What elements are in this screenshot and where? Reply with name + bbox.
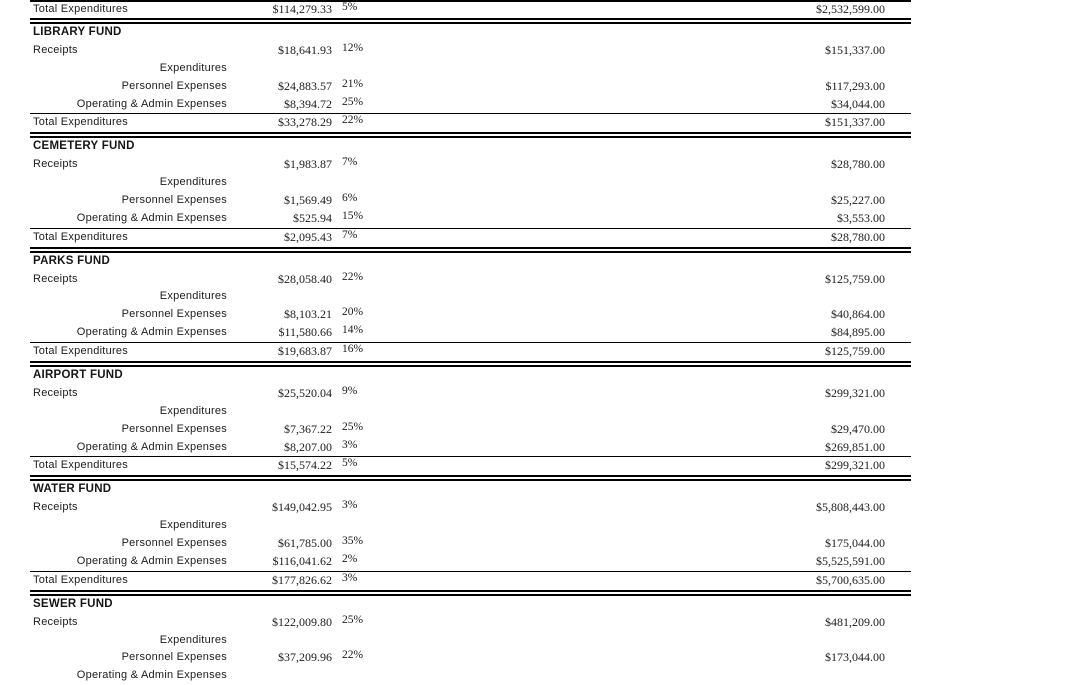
percent-cell: 2% [342,552,358,565]
percent-cell: 3% [342,438,358,451]
budget-cell: $28,780.00 [831,229,885,244]
percent-cell: 25% [342,420,364,433]
amount-cell: $116,041.62 [272,553,332,568]
fund-sections [30,24,911,685]
row-label: Total Expenditures [33,345,128,358]
amount-cell: $177,826.62 [272,572,332,587]
fund-name: WATER FUND [33,483,112,496]
fund-name: AIRPORT FUND [33,369,123,382]
budget-cell: $151,337.00 [825,42,885,57]
budget-cell: $269,851.00 [825,439,885,454]
percent-cell: 35% [342,535,364,548]
receipts-row [30,614,911,632]
row-label: Expenditures [159,404,227,417]
amount-cell: $15,574.22 [278,458,332,473]
budget-cell: $125,759.00 [825,271,885,286]
budget-cell: $29,470.00 [831,421,885,436]
operating-row [30,439,911,457]
fund-section [30,481,911,595]
personnel-row [30,535,911,553]
budget-cell: $5,525,591.00 [816,553,885,568]
fund-name: CEMETERY FUND [33,140,135,153]
row-label: Operating & Admin Expenses [76,211,227,224]
fund-section [30,596,911,685]
row-label: Personnel Expenses [121,79,227,92]
fund-name: PARKS FUND [33,254,111,267]
operating-row [30,553,911,571]
row-label: Receipts [33,43,78,56]
budget-cell: $175,044.00 [825,536,885,551]
fund-section [30,138,911,252]
budget-cell: $2,532,599.00 [816,2,885,16]
budget-cell: $117,293.00 [825,78,885,93]
operating-row [30,324,911,342]
row-label: Receipts [33,501,78,514]
percent-cell: 22% [342,270,364,283]
amount-cell: $525.94 [293,210,332,225]
personnel-row [30,306,911,324]
total-row [30,571,911,596]
budget-cell: $299,321.00 [825,458,885,473]
budget-cell: $5,700,635.00 [816,572,885,587]
amount-cell: $19,683.87 [278,344,332,359]
row-label: Expenditures [159,176,227,189]
budget-cell: $34,044.00 [831,96,885,111]
amount-cell: $2,095.43 [284,229,332,244]
percent-cell: 12% [342,41,364,54]
amount-cell: $25,520.04 [278,385,332,400]
budget-cell: $481,209.00 [825,614,885,629]
row-label: Expenditures [159,519,227,532]
budget-cell: $125,759.00 [825,344,885,359]
amount-cell: $37,209.96 [278,650,332,665]
personnel-row [30,192,911,210]
row-label: Personnel Expenses [121,422,227,435]
percent-cell: 22% [342,649,364,662]
personnel-row [30,78,911,96]
expenditures-row [30,517,911,535]
total-row [30,342,911,367]
budget-cell: $5,808,443.00 [816,500,885,515]
budget-cell: $173,044.00 [825,650,885,665]
percent-cell: 16% [342,343,364,356]
row-label: Personnel Expenses [121,651,227,664]
top-partial-total-row [30,0,911,24]
amount-cell: $61,785.00 [278,536,332,551]
percent-cell: 3% [342,571,358,584]
budget-cell: $25,227.00 [831,193,885,208]
row-label: Personnel Expenses [121,308,227,321]
row-label: Receipts [33,272,78,285]
fund-header-row [30,367,911,385]
budget-cell: $84,895.00 [831,325,885,340]
expenditures-row [30,632,911,650]
row-label: Expenditures [159,633,227,646]
personnel-row [30,649,911,667]
percent-cell: 5% [342,1,358,13]
amount-cell: $11,580.66 [278,325,332,340]
amount-cell: $33,278.29 [278,115,332,130]
receipts-row [30,271,911,289]
row-label: Operating & Admin Expenses [76,326,227,339]
row-label: Operating & Admin Expenses [76,554,227,567]
percent-cell: 20% [342,306,364,319]
percent-cell: 22% [342,114,364,127]
percent-cell: 25% [342,613,364,626]
total-row [30,456,911,481]
budget-cell: $299,321.00 [825,385,885,400]
operating-row [30,667,911,685]
percent-cell: 9% [342,384,358,397]
row-label: Personnel Expenses [121,537,227,550]
percent-cell: 14% [342,324,364,337]
budget-cell: $28,780.00 [831,157,885,172]
budget-cell: $151,337.00 [825,115,885,130]
report-table [30,0,911,685]
amount-cell: $28,058.40 [278,271,332,286]
row-label: Expenditures [159,290,227,303]
row-label: Total Expenditures [33,116,128,129]
amount-cell: $7,367.22 [284,421,332,436]
row-label: Receipts [33,158,78,171]
fund-name: SEWER FUND [33,597,113,610]
percent-cell: 3% [342,499,358,512]
percent-cell: 5% [342,457,358,470]
amount-cell: $122,009.80 [272,614,332,629]
expenditures-row [30,403,911,421]
percent-cell: 25% [342,95,364,108]
row-label: Operating & Admin Expenses [76,440,227,453]
amount-cell: $24,883.57 [278,78,332,93]
row-label: Total Expenditures [33,3,128,15]
fund-section [30,367,911,481]
row-label: Total Expenditures [33,573,128,586]
amount-cell: $8,207.00 [284,439,332,454]
amount-cell: $8,103.21 [284,307,332,322]
fund-header-row [30,481,911,499]
budget-cell: $3,553.00 [837,210,885,225]
receipts-row [30,42,911,60]
operating-row [30,96,911,114]
row-label: Total Expenditures [33,230,128,243]
amount-cell: $114,279.33 [272,2,332,16]
amount-cell: $8,394.72 [284,96,332,111]
percent-cell: 21% [342,77,364,90]
amount-cell [227,667,332,685]
percent-cell: 15% [342,209,364,222]
total-row [30,228,911,253]
budget-cell: $40,864.00 [831,307,885,322]
fund-header-row [30,24,911,42]
row-label: Operating & Admin Expenses [76,669,227,682]
total-row [30,113,911,138]
amount-cell: $149,042.95 [272,500,332,515]
row-label: Personnel Expenses [121,194,227,207]
row-label: Expenditures [159,61,227,74]
expenditures-row [30,60,911,78]
amount-cell: $1,983.87 [284,157,332,172]
row-label: Operating & Admin Expenses [76,97,227,110]
fund-header-row [30,596,911,614]
fund-header-row [30,253,911,271]
fund-section [30,24,911,138]
percent-cell [332,665,374,683]
percent-cell: 7% [342,156,358,169]
personnel-row [30,421,911,439]
expenditures-row [30,288,911,306]
operating-row [30,210,911,228]
percent-cell: 7% [342,228,358,241]
amount-cell: $1,569.49 [284,193,332,208]
row-label: Total Expenditures [33,459,128,472]
budget-cell [374,667,911,685]
receipts-row [30,499,911,517]
fund-header-row [30,138,911,156]
percent-cell: 6% [342,192,358,205]
expenditures-row [30,174,911,192]
receipts-row [30,156,911,174]
fund-section [30,253,911,367]
row-label: Receipts [33,386,78,399]
receipts-row [30,385,911,403]
fund-name: LIBRARY FUND [33,26,122,38]
amount-cell: $18,641.93 [278,42,332,57]
row-label: Receipts [33,615,78,628]
